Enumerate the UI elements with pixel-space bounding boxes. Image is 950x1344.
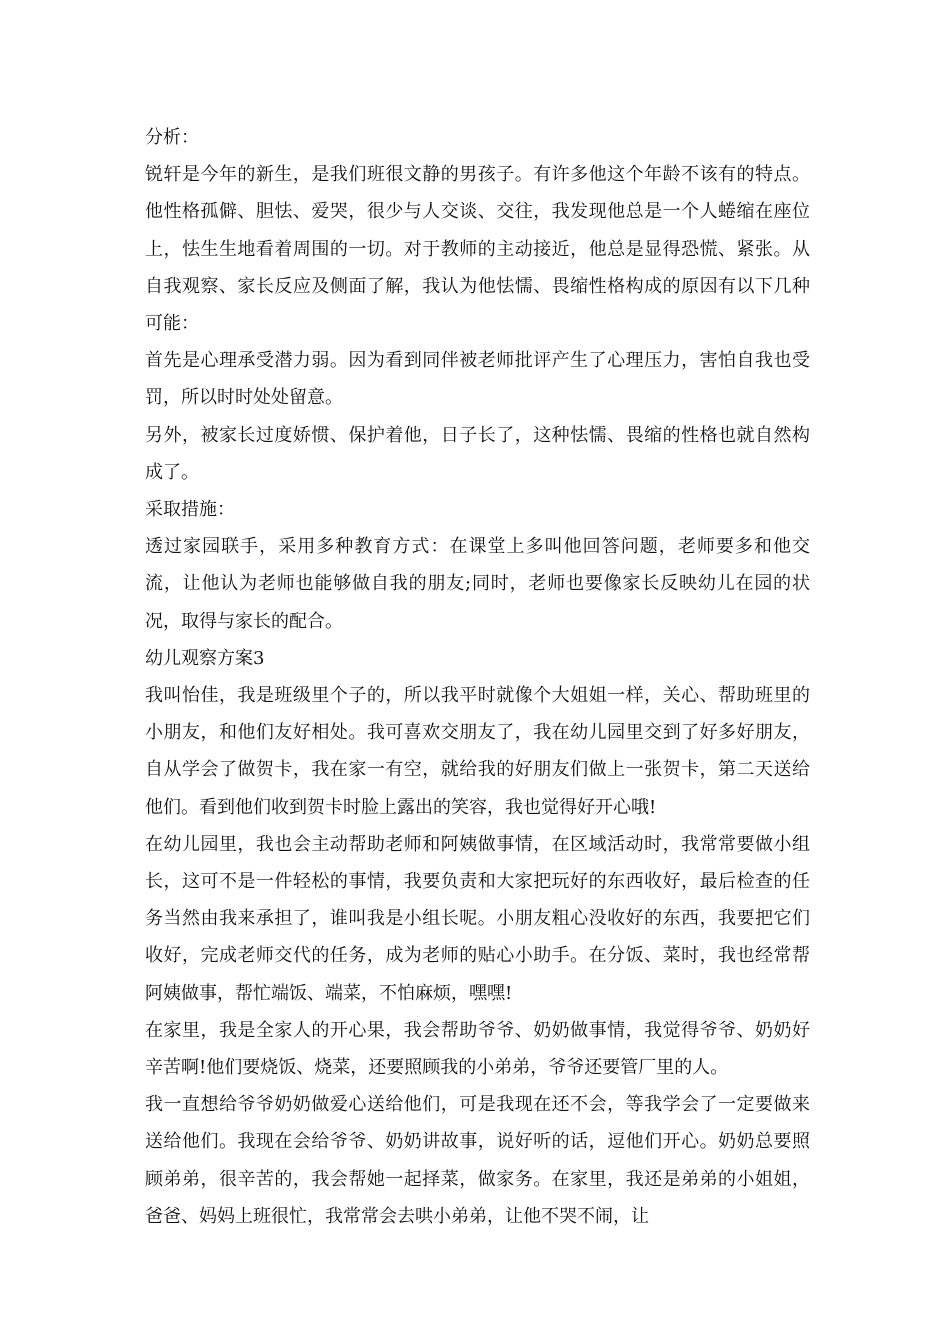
paragraph-child-description: 锐轩是今年的新生，是我们班很文静的男孩子。有许多他这个年龄不该有的特点。他性格孤僻、胆怯、爱哭，很少与人交谈、交往，我发现他总是一个人蜷缩在座位上，怯生生地看着周围的一切。对于教师的主动接近，他总是显得恐慌、紧张。从自我观察、家长反应及侧面了解，我认为他怯懦、畏缩性格构成的原因有以下几种可能： [145, 164, 810, 335]
paragraph-kindergarten: 在幼儿园里，我也会主动帮助老师和阿姨做事情，在区域活动时，我常常要做小组长，这可不是一件轻松的事情，我要负责和大家把玩好的东西收好，最后检查的任务当然由我来承担了，谁叫我是小组长呢。小朋友粗心没收好的东西，我要把它们收好，完成老师交代的任务，成为老师的贴心小助手。在分饭、菜时，我也经常帮阿姨做事，帮忙端饭、端菜，不怕麻烦，嘿嘿! [145, 833, 810, 1004]
document-body [145, 119, 810, 1235]
paragraph-self-intro: 我叫怡佳，我是班级里个子的，所以我平时就像个大姐姐一样，关心、帮助班里的小朋友，和他们友好相处。我可喜欢交朋友了，我在幼儿园里交到了好多好朋友，自从学会了做贺卡，我在家一有空，就给我的好朋友们做上一张贺卡，第二天送给他们。看到他们收到贺卡时脸上露出的笑容，我也觉得好开心哦! [145, 685, 810, 818]
paragraph-reason-first: 首先是心理承受潜力弱。因为看到同伴被老师批评产生了心理压力，害怕自我也受罚，所以时时处处留意。 [145, 350, 810, 409]
paragraph-measures: 透过家园联手，采用多种教育方式：在课堂上多叫他回答问题，老师要多和他交流，让他认为老师也能够做自我的朋友;同时，老师也要像家长反映幼儿在园的状况，取得与家长的配合。 [145, 536, 810, 632]
paragraph-home: 在家里，我是全家人的开心果，我会帮助爷爷、奶奶做事情，我觉得爷爷、奶奶好辛苦啊!他们要烧饭、烧菜，还要照顾我的小弟弟，爷爷还要管厂里的人。 [145, 1019, 810, 1079]
paragraph-wish: 我一直想给爷爷奶奶做爱心送给他们，可是我现在还不会，等我学会了一定要做来送给他们。我现在会给爷爷、奶奶讲故事，说好听的话，逗他们开心。奶奶总要照顾弟弟，很辛苦的，我会帮她一起择菜，做家务。在家里，我还是弟弟的小姐姐，爸爸、妈妈上班很忙，我常常会去哄小弟弟，让他不哭不闹，让 [145, 1094, 810, 1227]
heading-analysis: 分析： [145, 127, 199, 148]
heading-plan-3: 幼儿观察方案3 [145, 647, 265, 669]
paragraph-reason-second: 另外，被家长过度娇惯、保护着他，日子长了，这种怯懦、畏缩的性格也就自然构成了。 [145, 424, 810, 483]
heading-measures: 采取措施： [145, 499, 235, 521]
